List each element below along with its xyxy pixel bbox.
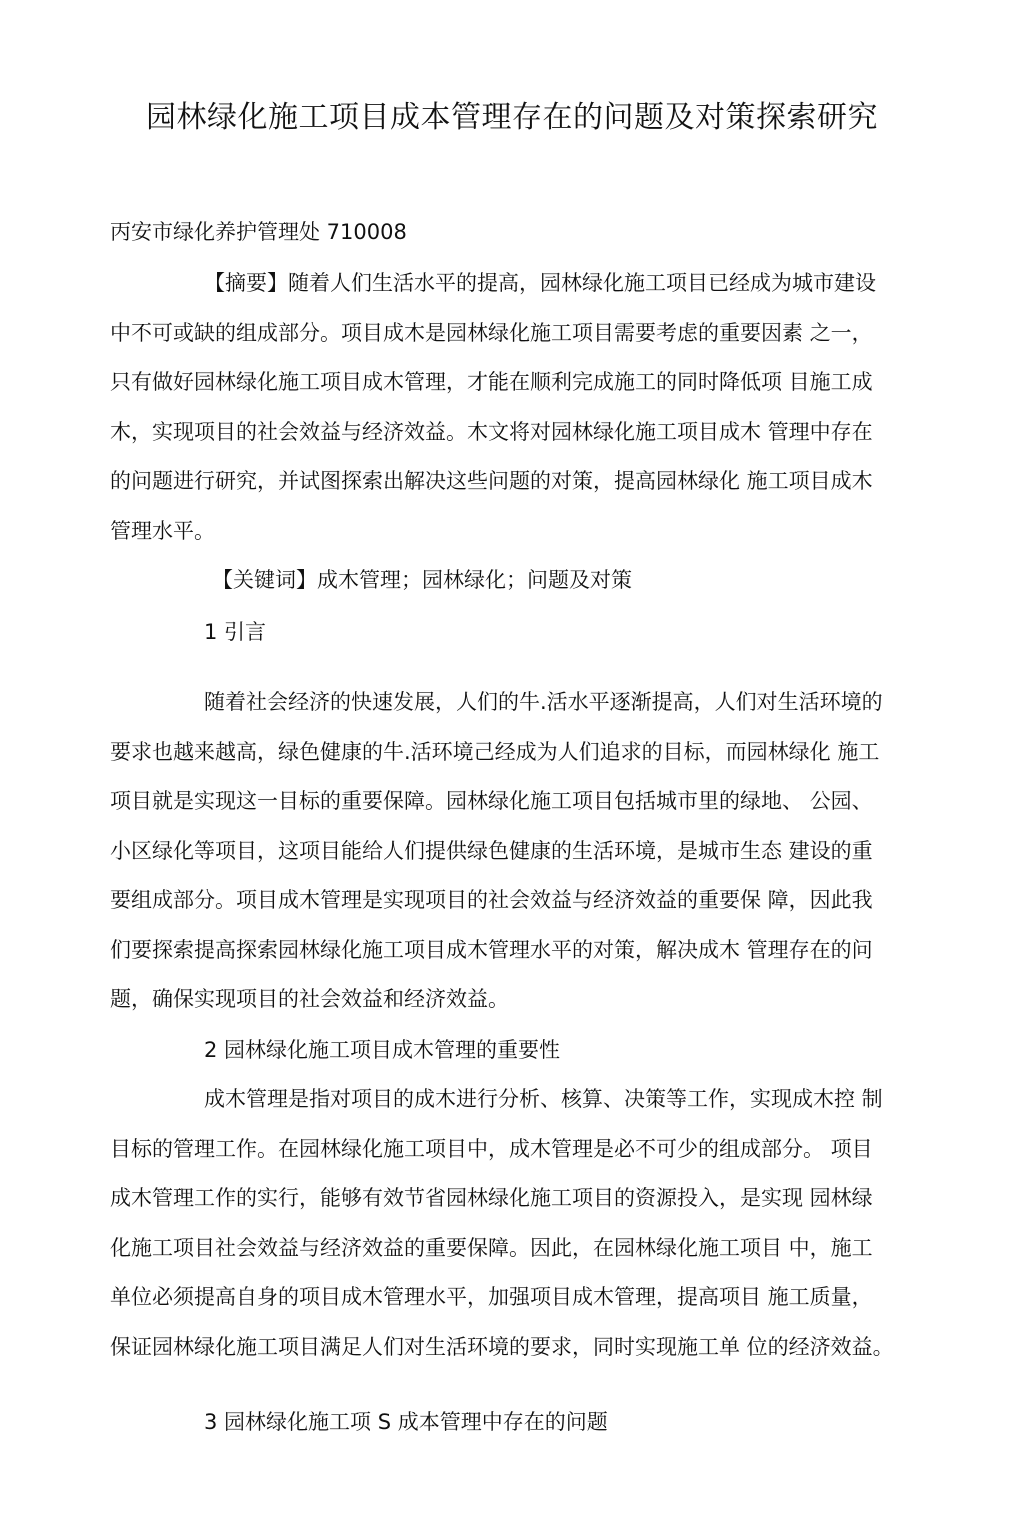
section-1-line: 随着社会经济的快速发展，人们的牛.活水平逐渐提高，人们对生活环境的 <box>204 690 883 714</box>
abstract-paragraph <box>110 259 918 556</box>
document-title: 园林绿化施工项目成本管理存在的问题及对策探索研究 <box>146 100 878 135</box>
section-2-heading: 2 园林绿化施工项目成木管理的重要性 <box>204 1038 561 1062</box>
section-1-line: 要组成部分。项目成木管理是实现项目的社会效益与经济效益的重要保 障，因此我 <box>110 888 873 912</box>
section-1-line: 小区绿化等项目，这项目能给人们提供绿色健康的生活环境，是城市生态 建设的重 <box>110 838 873 863</box>
section-1-heading: 1 引言 <box>204 620 267 644</box>
section-1-line: 题，确保实现项目的社会效益和经济效益。 <box>110 987 509 1011</box>
section-2-line: 保证园林绿化施工项目满足人们对生活环境的要求，同时实现施工单 位的经济效益。 <box>110 1334 894 1359</box>
section-2-line: 成木管理是指对项目的成木进行分析、核算、决策等工作，实现成木控 制 <box>204 1087 883 1111</box>
abstract-line: 木，实现项目的社会效益与经济效益。木文将对园林绿化施工项目成木 管理中存在 <box>110 419 873 444</box>
section-1-line: 要求也越来越高，绿色健康的牛.活环境己经成为人们追求的目标，而园林绿化 施工 <box>110 739 880 764</box>
abstract-line: 中不可或缺的组成部分。项目成木是园林绿化施工项目需要考虑的重要因素 之一， <box>110 320 873 345</box>
section-2-paragraph <box>110 1075 918 1372</box>
abstract-line: 管理水平。 <box>110 518 215 543</box>
author-affiliation: 丙安市绿化养护管理处 710008 <box>110 220 407 244</box>
abstract-line: 的问题进行研究，并试图探索出解决这些问题的对策，提高园林绿化 施工项目成木 <box>110 469 873 493</box>
section-2-line: 目标的管理工作。在园林绿化施工项目中，成木管理是必不可少的组成部分。 项目 <box>110 1136 873 1161</box>
section-3-heading: 3 园林绿化施工项 S 成本管理中存在的问题 <box>204 1410 608 1434</box>
abstract-line: 只有做好园林绿化施工项目成木管理，才能在顺利完成施工的同时降低项 目施工成 <box>110 370 873 394</box>
section-1-paragraph <box>110 678 918 1025</box>
section-2-line: 化施工项目社会效益与经济效益的重要保障。因此，在园林绿化施工项目 中，施工 <box>110 1235 873 1260</box>
section-2-line: 单位必须提高自身的项目成木管理水平，加强项目成木管理，提高项目 施工质量， <box>110 1285 873 1309</box>
section-2-line: 成木管理工作的实行，能够有效节省园林绿化施工项目的资源投入，是实现 园林绿 <box>110 1186 873 1210</box>
keywords: 【关键词】成木管理；园林绿化；问题及对策 <box>212 568 632 592</box>
section-1-line: 项目就是实现这一目标的重要保障。园林绿化施工项目包括城市里的绿地、 公园、 <box>110 789 873 813</box>
abstract-line: 【摘要】随着人们生活水平的提高，园林绿化施工项目已经成为城市建设 <box>204 271 876 295</box>
section-1-line: 们要探索提高探索园林绿化施工项目成木管理水平的对策，解决成木 管理存在的问 <box>110 937 873 962</box>
